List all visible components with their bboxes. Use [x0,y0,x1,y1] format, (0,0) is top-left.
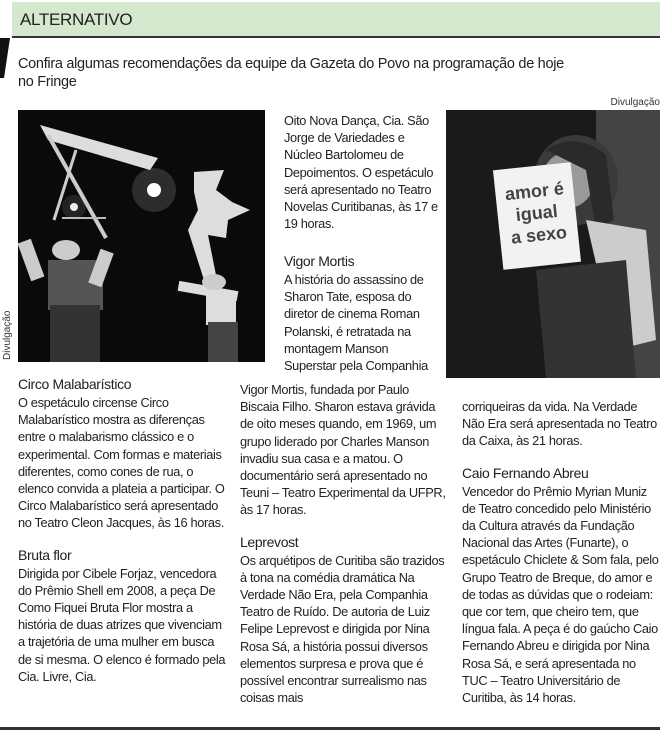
article-title: Vigor Mortis [284,253,355,269]
circus-photo [18,110,265,362]
bottom-rule [0,727,660,730]
article-vigor-mortis [284,252,440,374]
article-leprevost-continuation [462,398,660,706]
article-vigor-mortis-continuation [240,381,450,706]
sign-photo [446,110,660,378]
sign-line-3: a sexo [510,222,568,248]
page-edge-mark-icon [0,38,10,78]
article-title: Leprevost [240,533,299,550]
article-body: O espetáculo circense Circo Malabarístico mostra as diferenças entre o malabarismo clássico e o experimental. Com formas e materiais diferentes, como cones de rua, o elenco convida a plateia a participar. O Circo Malabarístico será apresentado no Teatro Cleon Jacques, às 16 horas. [18,395,225,531]
article-circo [18,375,230,685]
photo-credit-side: Divulgação [2,310,13,360]
article-title: Circo Malabarístico [18,376,132,392]
article-bruta-flor-continuation [284,112,440,232]
sign-card [493,162,581,270]
article-title: Caio Fernando Abreu [462,464,589,481]
article-body: corriqueiras da vida. Na Verdade Não Era será apresentada no Teatro da Caixa, às 21 horas. [462,399,657,449]
article-title: Bruta flor [18,546,72,563]
article-body: Vigor Mortis, fundada por Paulo Biscaia Filho. Sharon estava grávida de oito meses quando, em 1969, um grupo liderado por Charles Manson invadiu sua casa e a matou. O documentário será apresentado no Teuni – Teatro Experimental da UFPR, às 17 horas. [240,382,446,518]
photo-credit: Divulgação [610,97,660,108]
intro-text: Confira algumas recomendações da equipe da Gazeta do Povo na programação de hoje no Fringe [18,56,564,90]
sign-line-1: amor é [503,178,565,205]
article-body: A história do assassino de Sharon Tate, esposa do diretor de cinema Roman Polanski, é retratada na montagem Manson Superstar pela Companhia [284,272,428,374]
article-body: Oito Nova Dança, Cia. São Jorge de Variedades e Núcleo Bartolomeu de Depoimentos. O espetáculo será apresentado no Teatro Novelas Curitibanas, às 17 e 19 horas. [284,113,438,232]
article-body: Dirigida por Cibele Forjaz, vencedora do Prêmio Shell em 2008, a peça De Como Fiquei Bruta Flor mostra a história de duas atrizes que vivenciam a trajetória de uma mulher em busca de si mesma. O elenco é formado pela Cia. Livre, Cia. [18,565,226,684]
sign-line-2: igual [514,200,559,226]
section-header [12,2,660,38]
section-title: ALTERNATIVO [20,10,133,29]
article-body: Os arquétipos de Curitiba são trazidos à tona na comédia dramática Na Verdade Não Era, pela Companhia Teatro de Ruído. De autoria de Luiz Felipe Leprevost e dirigida por Nina Rosa Sá, a história possui diversos elementos surpresa e prova que é possível encontrar surrealismo nas coisas mais [240,552,445,706]
article-body: Vencedor do Prêmio Myrian Muniz de Teatro concedido pelo Ministério da Cultura através da Fundação Nacional das Artes (Funarte), o espetáculo Chiclete & Som fala, pelo Grupo Teatro de Breque, do amor e de todas as dúvidas que o rodeiam: que cor tem, que cheiro tem, que língua fala. A peça é do gaúcho Caio Fernando Abreu e dirigida por Nina Rosa Sá, e será apresentada no TUC – Teatro Universitário de Curitiba, às 14 horas. [462,483,659,706]
circus-illustration-icon [18,110,265,362]
